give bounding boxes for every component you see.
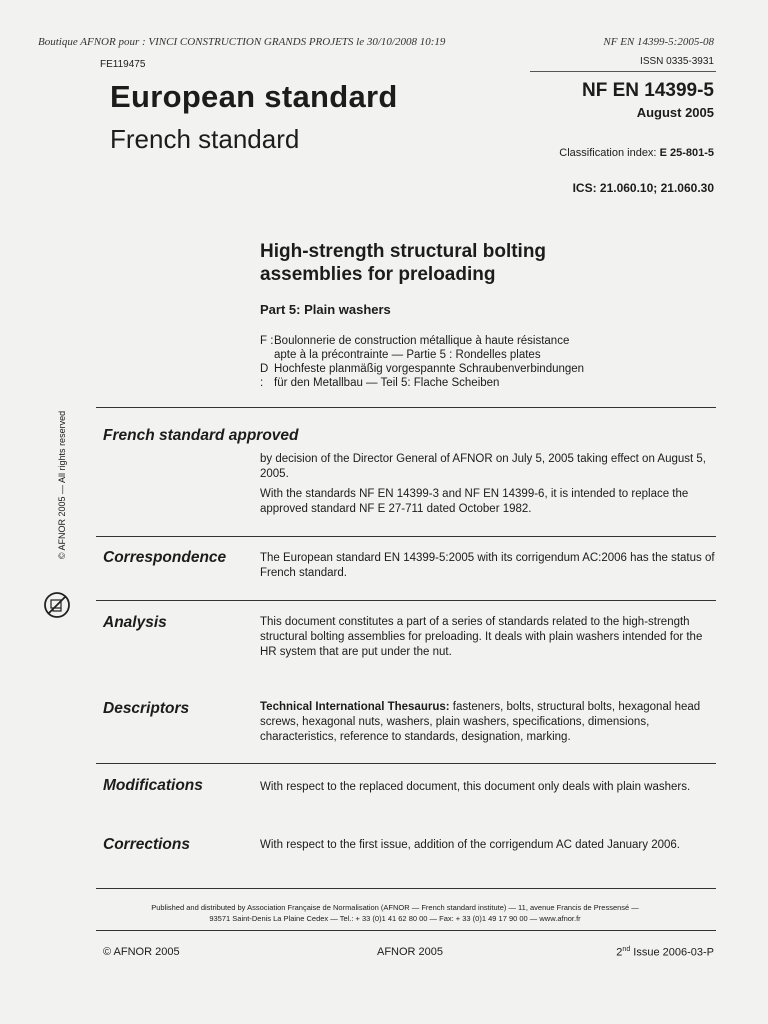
- publisher-line1: Published and distributed by Association Française de Normalisation (AFNOR — French standard institute) — 11, avenue Francis de Pressensé —: [151, 903, 639, 912]
- approved-heading: French standard approved: [103, 427, 299, 444]
- issue-label: Issue 2006-03-P: [630, 946, 714, 959]
- footer-divider: [96, 888, 716, 889]
- translation-title: [274, 334, 634, 362]
- thesaurus-label: Technical International Thesaurus:: [260, 701, 450, 713]
- issn-underline: [530, 71, 716, 72]
- translation-de: [260, 362, 634, 390]
- translation-lang: F :: [260, 335, 274, 347]
- descriptors-heading: Descriptors: [103, 700, 190, 717]
- correspondence-heading: Correspondence: [103, 549, 227, 566]
- rights-reserved-vertical: © AFNOR 2005 — All rights reserved: [57, 410, 67, 560]
- footer-publisher: AFNOR 2005: [377, 946, 444, 958]
- correspondence-body: The European standard EN 14399-5:2005 with its corrigendum AC:2006 has the status of French standard.: [260, 552, 715, 579]
- corrections-heading: Corrections: [103, 836, 190, 853]
- descriptors-body: [260, 700, 716, 745]
- descriptors-text: fasteners, bolts, structural bolts, hexagonal head screws, hexagonal nuts, washers, plain washers, specifications, dimensions, characteristics, reference to standards, designation, marking.: [260, 701, 701, 743]
- publisher-info: [70, 902, 720, 924]
- french-standard-title: French standard: [110, 124, 300, 154]
- translation-title: [274, 362, 634, 390]
- approved-body: [260, 452, 716, 522]
- corrections-body: With respect to the first issue, addition of the corrigendum AC dated January 2006.: [260, 839, 680, 851]
- divider: [96, 536, 716, 537]
- issn: ISSN 0335-3931: [640, 56, 714, 67]
- reference-code: FE119475: [100, 59, 146, 70]
- no-copy-icon: [42, 590, 72, 620]
- issue-number: 2: [616, 946, 623, 959]
- modifications-body: With respect to the replaced document, this document only deals with plain washers.: [260, 781, 691, 793]
- standard-date: August 2005: [636, 105, 714, 120]
- document-title-line2: assemblies for preloading: [260, 264, 496, 285]
- modifications-heading: Modifications: [103, 777, 203, 794]
- approved-text-1: by decision of the Director General of AFNOR on July 5, 2005 taking effect on August 5, 2005.: [260, 453, 706, 480]
- translation-lang: D :: [260, 363, 269, 389]
- approved-text-2: With the standards NF EN 14399-3 and NF EN 14399-6, it is intended to replace the approved standard NF E 27-711 dated October 1982.: [260, 488, 689, 515]
- footer-issue: [616, 946, 714, 959]
- classification-index: [559, 147, 714, 159]
- translation-line1: Boulonnerie de construction métallique à haute résistance: [274, 335, 570, 347]
- document-title: [260, 240, 660, 286]
- divider: [96, 600, 716, 601]
- publisher-line2: 93571 Saint-Denis La Plaine Cedex — Tel.: + 33 (0)1 41 62 80 00 — Fax: + 33 (0)1 49 17 90 00 — www.afnor.fr: [209, 914, 581, 923]
- document-title-line1: High-strength structural bolting: [260, 241, 547, 262]
- translation-line2: für den Metallbau — Teil 5: Flache Scheiben: [274, 377, 500, 389]
- analysis-heading: Analysis: [103, 614, 167, 631]
- translations: [260, 334, 634, 390]
- standard-number: NF EN 14399-5: [581, 80, 714, 101]
- analysis-body: This document constitutes a part of a series of standards related to the high-strength structural bolting assemblies for preloading. It deals with plain washers intended for the HR system that are put under the nut.: [260, 616, 703, 658]
- part-title: Part 5: Plain washers: [260, 302, 391, 317]
- european-standard-title: European standard: [110, 79, 398, 114]
- boutique-line: Boutique AFNOR pour : VINCI CONSTRUCTION GRANDS PROJETS le 30/10/2008 10:19: [38, 36, 446, 48]
- boutique-reference: NF EN 14399-5:2005-08: [603, 36, 714, 48]
- footer-divider: [96, 930, 716, 931]
- issue-suffix: nd: [622, 946, 631, 953]
- footer-copyright: © AFNOR 2005: [103, 946, 180, 958]
- divider: [96, 763, 716, 764]
- translation-fr: [260, 334, 634, 362]
- translation-line1: Hochfeste planmäßig vorgespannte Schraubenverbindungen: [274, 363, 585, 375]
- divider: [96, 407, 716, 408]
- translation-line2: apte à la précontrainte — Partie 5 : Rondelles plates: [274, 349, 541, 361]
- ics-codes: ICS: 21.060.10; 21.060.30: [572, 181, 714, 195]
- classification-value: E 25-801-5: [659, 147, 714, 159]
- classification-label: Classification index:: [559, 147, 657, 159]
